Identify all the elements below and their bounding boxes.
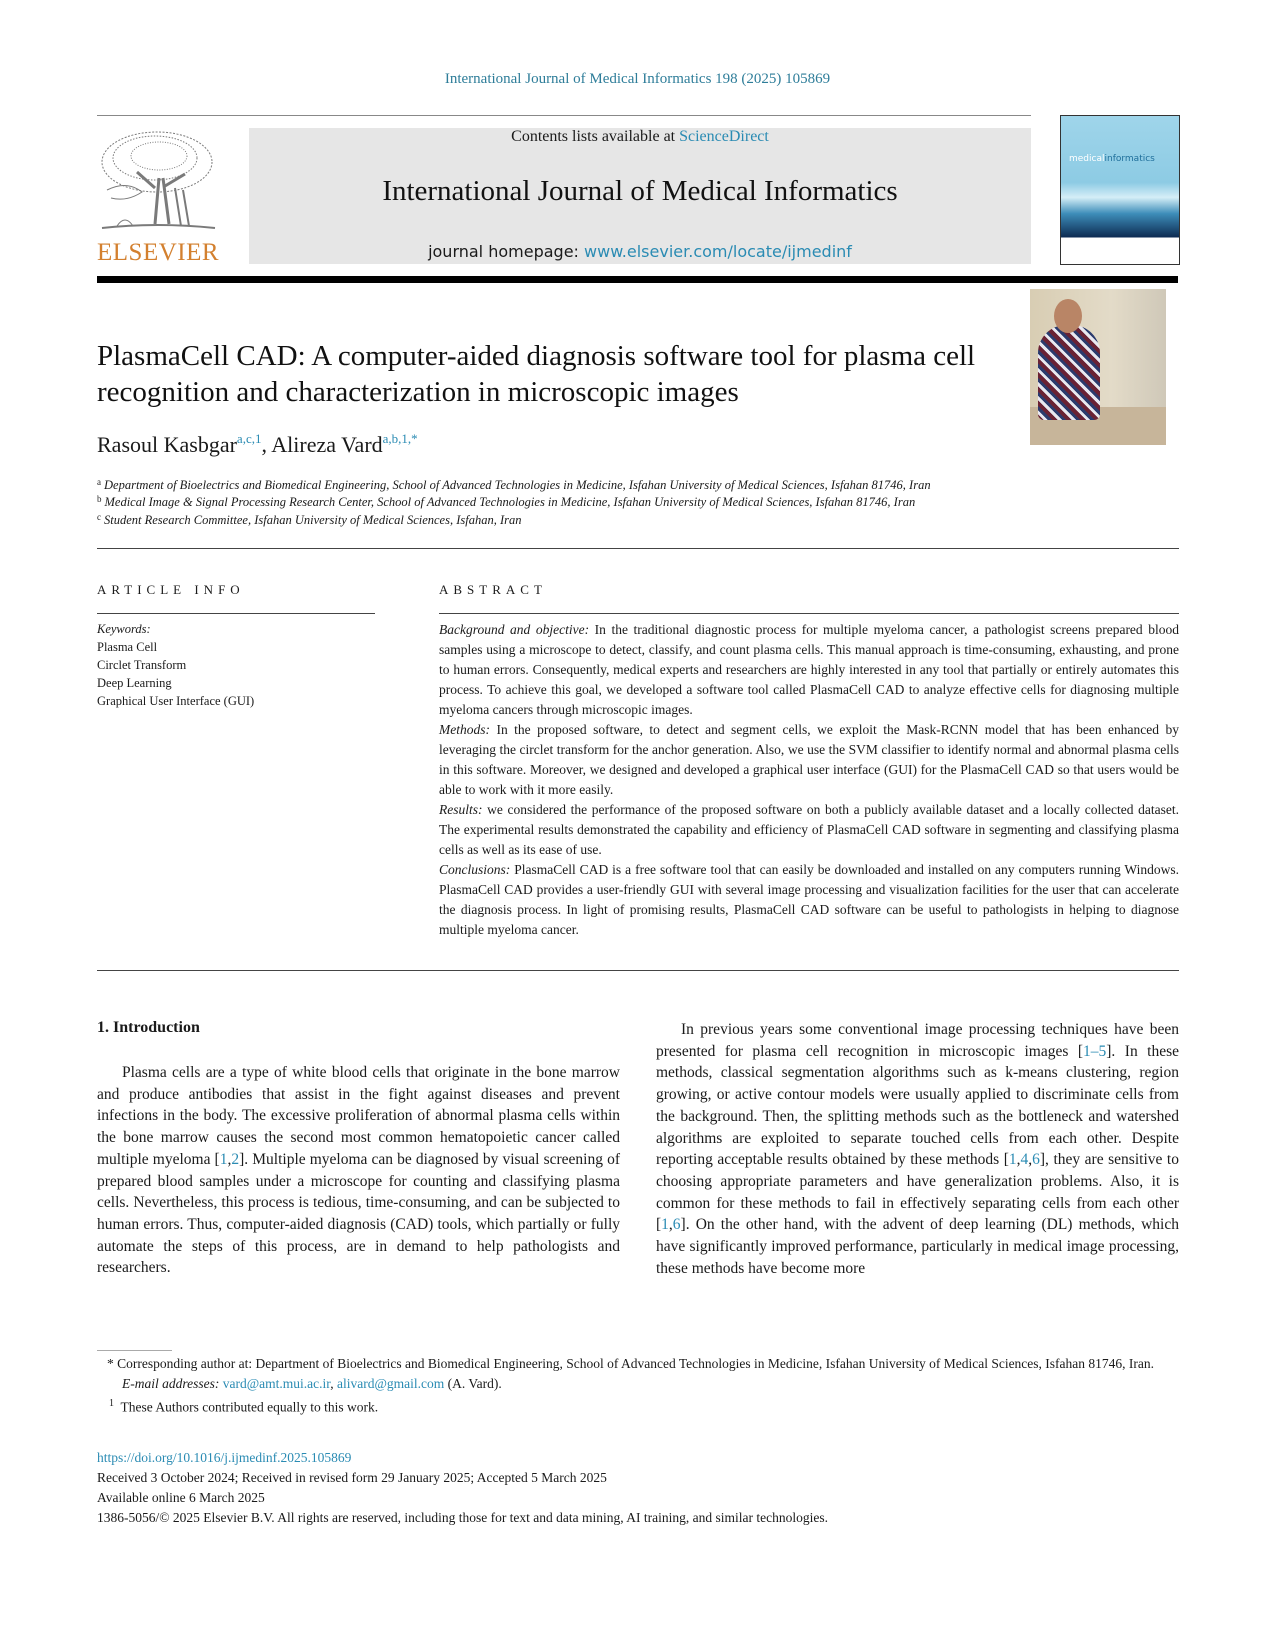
author-separator: , bbox=[261, 432, 272, 457]
keyword: Graphical User Interface (GUI) bbox=[97, 694, 255, 708]
intro-paragraph bbox=[97, 1062, 620, 1279]
elsevier-wordmark: ELSEVIER bbox=[97, 239, 220, 266]
paragraph-text: Plasma cells are a type of white blood cells that originate in the bone marrow and produce antibodies that assist in the fight against diseases and prevent infections in the body. The excessive proliferation of abnormal plasma cells within the bone marrow causes the second most common hematopoietic cancer called multiple myeloma [ bbox=[97, 1064, 620, 1168]
abstract-section-label: Background and objective: bbox=[439, 622, 590, 637]
equal-contribution-text: These Authors contributed equally to this work. bbox=[120, 1399, 379, 1415]
affiliation-c bbox=[97, 512, 522, 528]
citation-link[interactable]: 2 bbox=[231, 1150, 240, 1168]
email-link[interactable]: alivard@gmail.com bbox=[336, 1376, 445, 1391]
abstract-section-text: PlasmaCell CAD is a free software tool that can easily be downloaded and installed on any computers running Windows. PlasmaCell CAD provides a user-friendly GUI with several image processing and visualization facilities for the user that can accelerate the diagnosis process. In light of promising results, PlasmaCell CAD software can be useful to pathologists in helping to diagnose multiple myeloma cancer. bbox=[439, 862, 1179, 937]
photo-person bbox=[1038, 325, 1100, 420]
article-info-rule bbox=[97, 613, 375, 614]
abstract-heading: ABSTRACT bbox=[439, 582, 547, 597]
email-label: E-mail addresses: bbox=[122, 1376, 220, 1391]
affiliation-text: Medical Image & Signal Processing Research Center, School of Advanced Technologies in Medicine, Isfahan University of Medical Sciences, Isfahan 81746, Iran bbox=[104, 495, 916, 509]
masthead-divider bbox=[97, 276, 1178, 283]
paragraph-text: ]. On the other hand, with the advent of deep learning (DL) methods, which have significantly improved performance, particularly in medical image processing, these methods have become more bbox=[656, 1216, 1179, 1277]
abstract-section-label: Results: bbox=[439, 802, 483, 817]
keyword: Circlet Transform bbox=[97, 658, 187, 672]
footnote-mark: 1 bbox=[109, 1398, 114, 1409]
corresponding-author-note: * Corresponding author at: Department of Bioelectrics and Biomedical Engineering, School of Advanced Technologies in Medicine, Isfahan University of Medical Sciences, Isfahan 81746, Iran. bbox=[107, 1356, 1155, 1371]
footnotes bbox=[97, 1354, 1179, 1418]
abstract-rule bbox=[439, 613, 1179, 614]
affiliation-b bbox=[97, 494, 915, 510]
journal-cover-image[interactable] bbox=[1060, 115, 1180, 265]
paragraph-text: In previous years some conventional image processing techniques have been presented for plasma cell recognition in microscopic images [ bbox=[656, 1021, 1179, 1060]
section-heading-introduction: 1. Introduction bbox=[97, 1019, 200, 1036]
citation-link[interactable]: 4 bbox=[1020, 1151, 1029, 1169]
cover-title-suffix: informatics bbox=[1104, 154, 1155, 164]
author-affiliation-marks[interactable]: a,c,1 bbox=[236, 431, 262, 446]
affiliation-a bbox=[97, 477, 931, 493]
paragraph-text: ], they are sensitive to choosing appropriate parameters and have generalization problems. Also, it is common for these methods to fail in effectively separating cells from each other [ bbox=[656, 1151, 1179, 1234]
article-title: PlasmaCell CAD: A computer-aided diagnosis software tool for plasma cell recognition and characterization in microscopic images bbox=[97, 340, 976, 408]
homepage-line bbox=[249, 242, 1031, 261]
header-rule bbox=[97, 115, 1031, 116]
publication-info bbox=[97, 1448, 1179, 1528]
intro-column-right bbox=[656, 1019, 1179, 1279]
citation-separator: , bbox=[227, 1150, 232, 1168]
email-note: E-mail addresses: vard@amt.mui.ac.ir, alivard@gmail.com (A. Vard). bbox=[122, 1376, 502, 1391]
doi-link[interactable]: https://doi.org/10.1016/j.ijmedinf.2025.105869 bbox=[97, 1450, 352, 1465]
affiliations-rule bbox=[97, 548, 1179, 549]
journal-name: International Journal of Medical Informatics bbox=[382, 175, 898, 207]
abstract-section-text: In the traditional diagnostic process for multiple myeloma cancer, a pathologist screens prepared blood samples using a microscope to detect, classify, and count plasma cells. This manual approach is time-consuming, exhausting, and prone to human errors. Consequently, medical experts and researchers are highly interested in any tool that partially or entirely automates this process. To achieve this goal, we developed a software tool called PlasmaCell CAD to analyze effective cells for diagnosing multiple myeloma cancers through microscopic images. bbox=[439, 622, 1179, 717]
keywords-label: Keywords: bbox=[97, 622, 151, 636]
photo-head bbox=[1054, 299, 1082, 333]
citation-link[interactable]: 1 bbox=[661, 1216, 669, 1234]
author-name: Alireza Vard bbox=[271, 432, 383, 457]
running-head-citation[interactable]: International Journal of Medical Informatics 198 (2025) 105869 bbox=[444, 71, 831, 87]
affiliation-mark: b bbox=[97, 494, 102, 504]
journal-banner bbox=[249, 128, 1031, 264]
sciencedirect-link[interactable]: ScienceDirect bbox=[679, 128, 769, 145]
intro-paragraph: In previous years some conventional image processing techniques have been presented for plasma cell recognition in microscopic images [1–5]. In these methods, classical segmentation algorithms such as k-means clustering, region growing, or active contour models were usually applied to discriminate cells from the background. Then, the splitting methods such as the bottleneck and watershed algorithms are exploited to separate touched cells from each other. Despite reporting acceptable results obtained by these methods [1,4,6], they are sensitive to choosing appropriate parameters and have generalization problems. Also, it is common for these methods to fail in effectively separating cells from each other [1,6]. On the other hand, with the advent of deep learning (DL) methods, which have significantly improved performance, particularly in medical image processing, these methods have become more bbox=[656, 1021, 1180, 1277]
citation-link[interactable]: 6 bbox=[672, 1216, 681, 1234]
author-affiliation-marks[interactable]: a,b,1,* bbox=[382, 431, 418, 446]
received-dates: Received 3 October 2024; Received in revised form 29 January 2025; Accepted 5 March 2025 bbox=[97, 1470, 607, 1485]
journal-homepage-link[interactable]: www.elsevier.com/locate/ijmedinf bbox=[584, 242, 852, 261]
citation-link[interactable]: 6 bbox=[1032, 1151, 1040, 1169]
footnote-rule bbox=[97, 1350, 172, 1351]
affiliation-text: Student Research Committee, Isfahan University of Medical Sciences, Isfahan, Iran bbox=[104, 513, 522, 527]
author-list bbox=[97, 431, 418, 458]
paragraph-text: ]. In these methods, classical segmentation algorithms such as k-means clustering, region growing, or active contour models were usually applied to discriminate cells from the background. Then, the splitting methods such as the bottleneck and watershed algorithms are exploited to separate touched cells from each other. Despite reporting acceptable results obtained by these methods [ bbox=[656, 1042, 1180, 1169]
abstract-section-text: In the proposed software, to detect and segment cells, we exploit the Mask-RCNN model that has been enhanced by leveraging the circlet transform for the anchor generation. Also, we use the SVM classifier to identify normal and abnormal plasma cells in this software. Moreover, we designed and developed a graphical user interface (GUI) for the PlasmaCell CAD so that users would be able to work with it more easily. bbox=[439, 722, 1179, 797]
abstract-section-text: we considered the performance of the proposed software on both a publicly available dataset and a locally collected dataset. The experimental results demonstrated the capability and efficiency of PlasmaCell CAD software in segmenting and classifying plasma cells as well as its ease of use. bbox=[439, 802, 1179, 857]
elsevier-logo[interactable] bbox=[97, 128, 219, 266]
cover-title bbox=[1069, 154, 1155, 164]
affiliation-mark: a bbox=[97, 477, 101, 487]
abstract-section-label: Methods: bbox=[439, 722, 490, 737]
citation-link[interactable]: 1–5 bbox=[1083, 1042, 1107, 1060]
article-info-heading: ARTICLE INFO bbox=[97, 582, 245, 597]
keyword: Deep Learning bbox=[97, 676, 172, 690]
email-link[interactable]: vard@amt.mui.ac.ir bbox=[222, 1376, 331, 1391]
abstract-section-label: Conclusions: bbox=[439, 862, 511, 877]
contents-prefix: Contents lists available at bbox=[511, 128, 680, 145]
tree-emblem-icon bbox=[97, 128, 219, 236]
homepage-prefix: journal homepage: bbox=[428, 242, 585, 261]
citation-link[interactable]: 1 bbox=[219, 1150, 228, 1168]
abstract-bottom-rule bbox=[97, 970, 1179, 971]
keyword: Plasma Cell bbox=[97, 640, 158, 654]
abstract-conclusions bbox=[439, 860, 1179, 940]
cover-title-prefix: medical bbox=[1069, 154, 1105, 164]
author-name: Rasoul Kasbgar bbox=[97, 432, 237, 457]
affiliation-text: Department of Bioelectrics and Biomedical Engineering, School of Advanced Technologies in Medicine, Isfahan University of Medical Sciences, Isfahan 81746, Iran bbox=[104, 478, 931, 492]
email-suffix: (A. Vard). bbox=[444, 1376, 502, 1391]
author-photo bbox=[1030, 289, 1166, 445]
available-online: Available online 6 March 2025 bbox=[97, 1490, 265, 1505]
keywords-block bbox=[97, 620, 254, 710]
abstract-results bbox=[439, 800, 1179, 860]
abstract-body bbox=[439, 620, 1179, 940]
copyright-notice: 1386-5056/© 2025 Elsevier B.V. All rights are reserved, including those for text and data mining, AI training, and similar technologies. bbox=[97, 1510, 828, 1525]
intro-column-left bbox=[97, 1062, 620, 1279]
abstract-methods bbox=[439, 720, 1179, 800]
contents-line bbox=[249, 128, 1031, 146]
affiliation-mark: c bbox=[97, 512, 101, 522]
equal-contribution-note bbox=[97, 1394, 1179, 1418]
citation-link[interactable]: 1 bbox=[1008, 1151, 1017, 1169]
abstract-background bbox=[439, 620, 1179, 720]
paragraph-text: ]. Multiple myeloma can be diagnosed by visual screening of prepared blood samples under a microscope for counting and classifying plasma cells. Nevertheless, this process is tedious, time-consuming, and can be subjected to human errors. Thus, computer-aided diagnosis (CAD) tools, which partially or fully automate the steps of this process, are in demand to help pathologists and researchers. bbox=[97, 1150, 620, 1277]
